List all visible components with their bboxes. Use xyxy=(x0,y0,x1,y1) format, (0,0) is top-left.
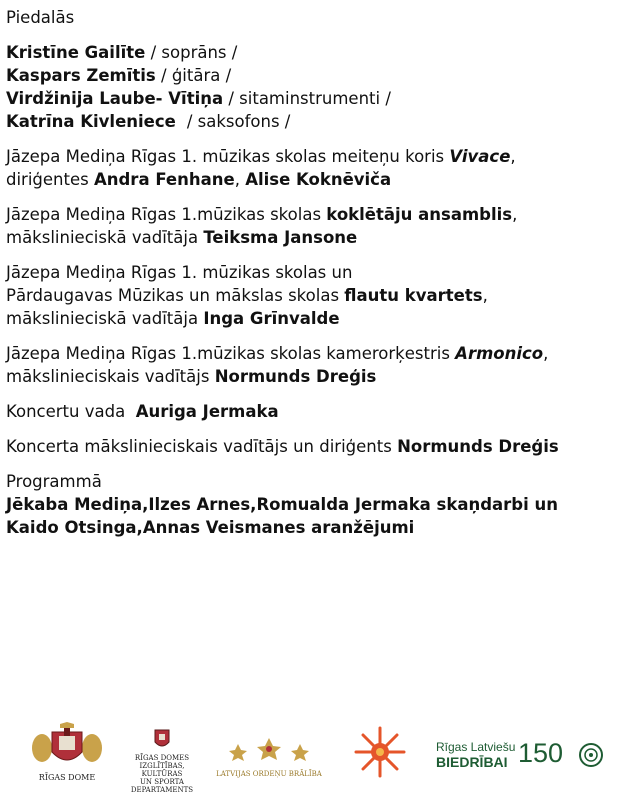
ensemble-text: Pārdaugavas Mūzikas un mākslas skolas xyxy=(6,286,345,305)
ensemble-vivace xyxy=(6,145,624,191)
ensemble-line: Jāzepa Mediņa Rīgas 1. mūzikas skolas un xyxy=(6,263,353,282)
host-name: Auriga Jermaka xyxy=(135,402,279,421)
leader-name: Normunds Dreģis xyxy=(214,367,377,386)
society-label-bottom: BIEDRĪBAI xyxy=(436,754,508,770)
ensemble-line xyxy=(6,342,624,365)
participant-row xyxy=(6,87,624,110)
leader-line xyxy=(6,226,624,249)
ensemble-name: Vivace xyxy=(449,147,511,166)
programme-section xyxy=(6,470,624,539)
participant-role: / ģitāra / xyxy=(155,66,232,85)
director-line xyxy=(6,435,624,458)
event-credits xyxy=(6,6,624,551)
punctuation: , xyxy=(510,147,516,166)
order-crosses-icon xyxy=(216,736,322,766)
participant-role: / saksofons / xyxy=(181,112,291,131)
host-row xyxy=(6,400,624,423)
role-label: mākslinieciskā vadītāja xyxy=(6,228,204,247)
host-line xyxy=(6,400,624,423)
ensemble-flute xyxy=(6,261,624,330)
director-row xyxy=(6,435,624,458)
director-name: Normunds Dreģis xyxy=(397,437,559,456)
ensemble-name: Armonico xyxy=(455,344,544,363)
punctuation: , xyxy=(543,344,549,363)
ensemble-name: flautu kvartets xyxy=(344,286,483,305)
sun-icon xyxy=(350,722,410,782)
participants-heading: Piedalās xyxy=(6,8,75,27)
ensemble-armonico xyxy=(6,342,624,388)
leader-name: Teiksma Jansone xyxy=(203,228,358,247)
riga-latvian-society-logo xyxy=(436,740,606,780)
education-department-logo xyxy=(122,728,202,794)
participant-name: Kristīne Gailīte xyxy=(6,43,146,62)
school-name xyxy=(150,522,151,523)
participant-name: Katrīna Kivleniece xyxy=(6,112,182,131)
participant-row xyxy=(6,64,624,87)
participant-name: Virdžinija Laube- Vītiņa xyxy=(6,89,224,108)
role-label: Koncerta mākslinieciskais vadītājs un diriģents xyxy=(6,437,398,456)
punctuation: , xyxy=(512,205,518,224)
role-label: mākslinieciskais vadītājs xyxy=(6,367,215,386)
role-label: Koncertu vada xyxy=(6,402,136,421)
crest-icon xyxy=(122,728,202,750)
leader-name: Inga Grīnvalde xyxy=(203,309,340,328)
music-school-logo xyxy=(350,722,410,784)
punctuation: , xyxy=(482,286,488,305)
ensemble-text: Jāzepa Mediņa Rīgas 1.mūzikas skolas kamerorķestris xyxy=(6,344,456,363)
sponsor-logos xyxy=(0,718,628,794)
ensemble-name: koklētāju ansamblis xyxy=(326,205,513,224)
role-label: mākslinieciskā vadītāja xyxy=(6,309,204,328)
orders-label: LATVIJAS ORDEŅU BRĀLĪBA xyxy=(216,770,322,778)
riga-dome-label: RĪGAS DOME xyxy=(38,773,96,782)
department-label: IZGLĪTĪBAS, KULTŪRAS xyxy=(139,762,185,778)
conductor-name: Andra Fenhane xyxy=(93,170,235,189)
ensemble-text: Jāzepa Mediņa Rīgas 1.mūzikas skolas xyxy=(6,205,327,224)
department-label: UN SPORTA DEPARTAMENTS xyxy=(130,778,194,794)
department-label: RĪGAS DOMES xyxy=(134,754,190,762)
ensemble-line xyxy=(6,284,624,307)
participant-role: / soprāns / xyxy=(145,43,238,62)
programme-line: Jēkaba Mediņa,Ilzes Arnes,Romualda Jermaka skaņdarbi un xyxy=(6,495,559,514)
orders-brotherhood-logo xyxy=(216,736,322,784)
programme-heading: Programmā xyxy=(6,472,102,491)
participant-role: / sitaminstrumenti / xyxy=(223,89,391,108)
wreath-icon xyxy=(578,742,604,768)
participant-name: Kaspars Zemītis xyxy=(6,66,156,85)
anniversary-number: 150 xyxy=(518,738,564,768)
programme-line: Kaido Otsinga,Annas Veismanes aranžējumi xyxy=(6,518,415,537)
ensemble-line xyxy=(6,203,624,226)
ensemble-text: Jāzepa Mediņa Rīgas 1. mūzikas skolas meiteņu koris xyxy=(6,147,450,166)
conductor-name: Alise Koknēviča xyxy=(245,170,392,189)
participants-list xyxy=(6,41,624,133)
ensemble-line xyxy=(6,145,624,168)
leader-line xyxy=(6,307,624,330)
role-label: diriģentes xyxy=(6,170,94,189)
society-label-top: Rīgas Latviešu xyxy=(436,740,516,754)
leader-line xyxy=(6,365,624,388)
ensemble-kokle xyxy=(6,203,624,249)
riga-coat-of-arms-icon xyxy=(28,722,106,770)
separator: , xyxy=(234,170,246,189)
participant-row xyxy=(6,41,624,64)
participants-section xyxy=(6,6,624,29)
riga-dome-logo xyxy=(28,722,106,784)
participant-row xyxy=(6,110,624,133)
conductor-line xyxy=(6,168,624,191)
